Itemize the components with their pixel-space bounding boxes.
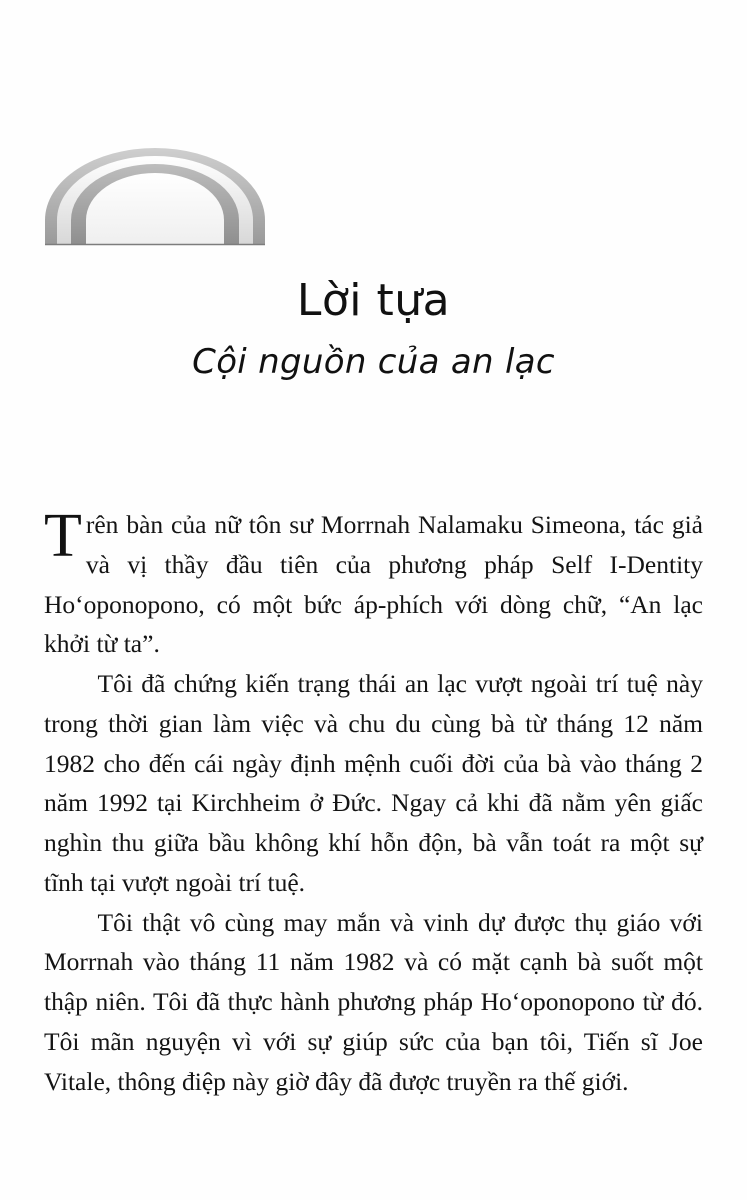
paragraph-2: Tôi đã chứng kiến trạng thái an lạc vượt ngoài trí tuệ này trong thời gian làm việc và chu du cùng bà từ tháng 12 năm 1982 cho đến cái ngày định mệnh cuối đời của bà vào tháng 2 năm 1992 tại Kirchheim ở Đức. Ngay cả khi đã nằm yên giấc nghìn thu giữa bầu không khí hỗn độn, bà vẫn toát ra một sự tĩnh tại vượt ngoài trí tuệ. bbox=[44, 669, 703, 897]
body-text bbox=[44, 502, 703, 1101]
page-subtitle: Cội nguồn của an lạc bbox=[192, 342, 555, 383]
title-block bbox=[0, 275, 747, 383]
page-title: Lời tựa bbox=[296, 275, 451, 326]
paragraph-1 bbox=[44, 502, 703, 664]
paragraph-3: Tôi thật vô cùng may mắn và vinh dự được thụ giáo với Morrnah vào tháng 11 năm 1982 và có mặt cạnh bà suốt một thập niên. Tôi đã thực hành phương pháp Ho‘oponopono từ đó. Tôi mãn nguyện vì với sự giúp sức của bạn tôi, Tiến sĩ Joe Vitale, thông điệp này giờ đây đã được truyền ra thế giới. bbox=[44, 907, 703, 1096]
arch-ornament bbox=[44, 148, 284, 246]
drop-cap: T bbox=[44, 502, 82, 570]
paragraph-1-text: rên bàn của nữ tôn sư Morrnah Nalamaku Simeona, tác giả và vị thầy đầu tiên của phương pháp Self I-Dentity Ho‘oponopono, có một bức áp-phích với dòng chữ, “An lạc khởi từ ta”. bbox=[44, 510, 703, 659]
